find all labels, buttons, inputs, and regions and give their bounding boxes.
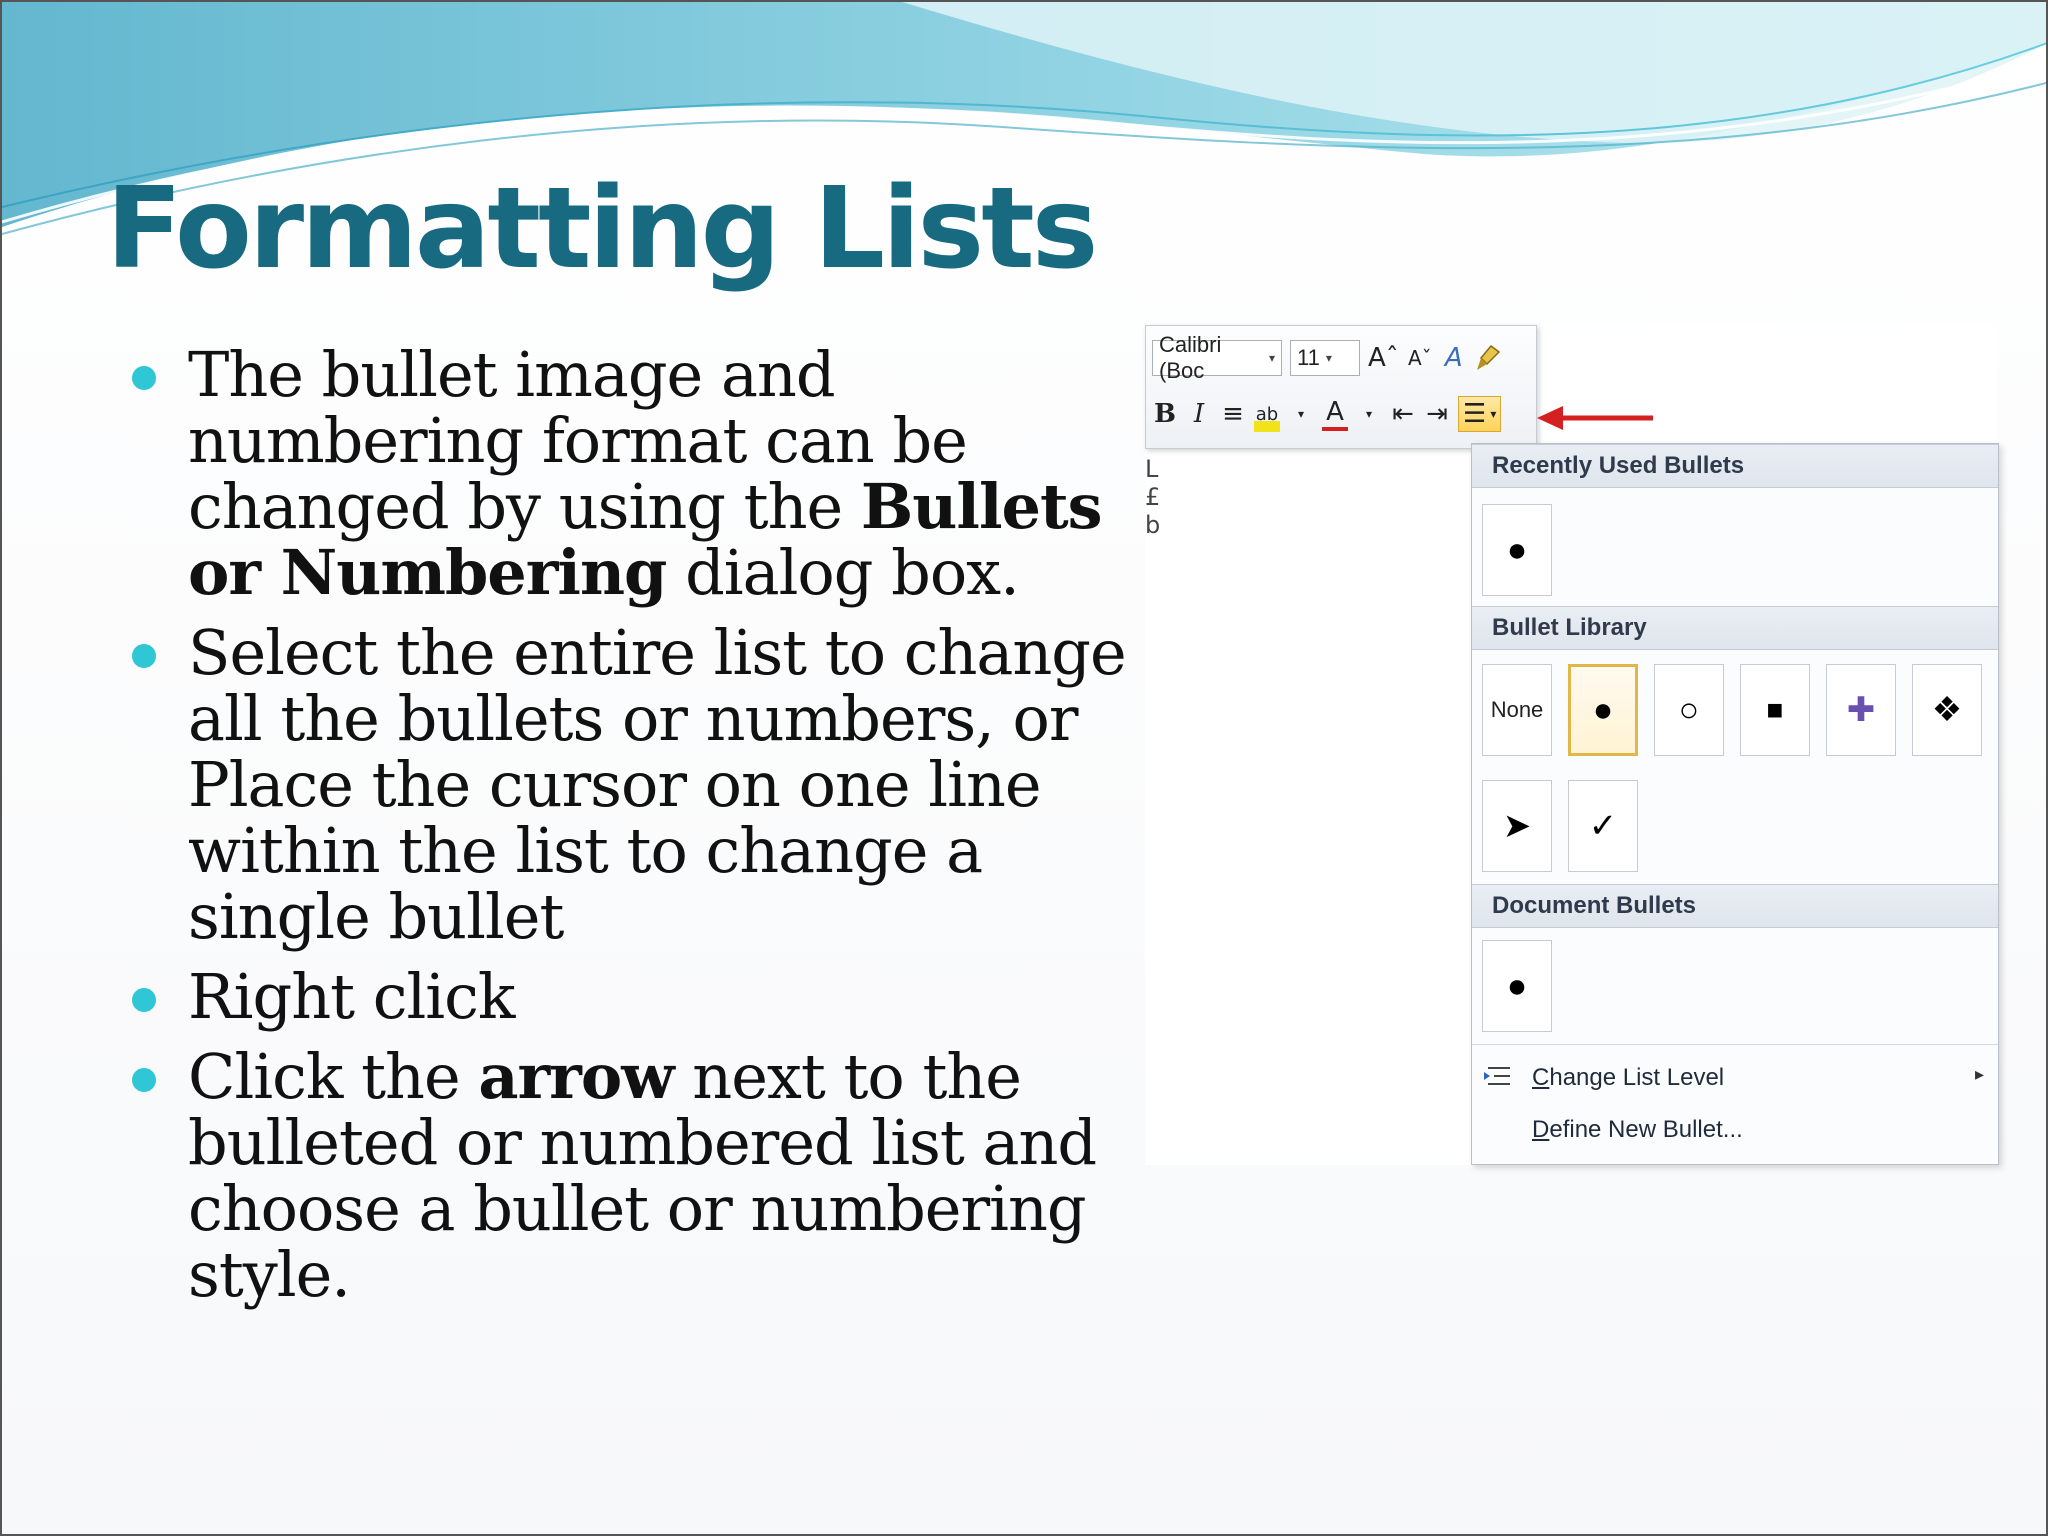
bullet-text: The bullet image and numbering format can be changed by using the [188,338,967,543]
submenu-arrow-icon: ▸ [1974,1064,1984,1085]
bullet-option-none[interactable] [1482,664,1552,756]
embedded-word-screenshot [1145,325,1997,1165]
margin-mark: L [1145,455,1159,483]
bullet-none-label: None [1490,697,1544,722]
menu-divider [1472,1044,1998,1045]
bullet-dot-icon [132,366,156,390]
recent-bullet-disc[interactable]: ● [1482,504,1552,596]
font-name-combo[interactable] [1152,332,1282,383]
font-size-value: 11 [1297,345,1320,370]
menu-item-label: hange List Level [1549,1064,1725,1091]
chevron-down-icon[interactable]: ▾ [1297,407,1305,421]
document-bullets-header: Document Bullets [1472,884,1998,928]
italic-icon[interactable]: I [1193,399,1205,429]
font-color-icon[interactable]: A [1322,397,1348,431]
bullet-text: Click the [188,1040,479,1113]
chevron-down-icon: ▾ [1268,351,1275,365]
bullet-text: Right click [188,960,515,1033]
format-painter-icon[interactable] [1475,340,1501,376]
recent-bullets-header: Recently Used Bullets [1472,444,1998,488]
red-pointer-arrow-icon [1535,403,1655,433]
margin-mark: b [1145,511,1161,539]
bullet-bold-text: Bullets or Numbering [188,470,1102,609]
document-margin-marks [1145,455,1160,539]
bullet-dot-icon [132,1068,156,1092]
bullet-bold-text: arrow [478,1040,674,1113]
mini-toolbar-row-2 [1152,390,1501,438]
bullet-library-header: Bullet Library [1472,606,1998,650]
bullet-item [132,1040,1142,1311]
shrink-font-icon[interactable]: Aˇ [1407,346,1432,370]
bullets-icon: ☰ [1463,399,1487,429]
bullet-option-square[interactable]: ■ [1740,664,1810,756]
menu-item-label: efine New Bullet... [1549,1116,1743,1143]
bullet-dot-icon [132,644,156,668]
decrease-indent-icon[interactable]: ⇤ [1392,399,1414,429]
margin-mark: £ [1145,483,1161,511]
highlight-icon[interactable]: ab [1254,396,1280,432]
document-bullet-disc[interactable]: ● [1482,940,1552,1032]
bullet-text: Select the entire list to change all the bullets or numbers, or Place the cursor on one line within the list to change a single bullet [188,616,1126,953]
mini-toolbar-row-1 [1152,334,1501,382]
bullet-option-circle[interactable]: ○ [1654,664,1724,756]
center-align-icon[interactable]: ≡ [1222,399,1244,429]
bullet-option-arrow[interactable]: ➤ [1482,780,1552,872]
bullet-item [132,616,1142,953]
bullet-dropdown-menu [1471,443,1999,1165]
bullet-text: dialog box. [666,536,1019,609]
bullet-item [132,338,1142,609]
bullet-dot-icon [132,988,156,1012]
menu-access-key: C [1532,1064,1550,1091]
mini-toolbar [1145,325,1537,449]
define-new-bullet-item[interactable] [1532,1116,1743,1144]
text-effects-icon[interactable]: A [1444,343,1463,373]
bullet-text: next to the bulleted or numbered list and choose a bullet or numbering style. [188,1040,1097,1311]
font-name-value: Calibri (Boc [1159,332,1222,383]
bullet-option-star[interactable]: ✚ [1826,664,1896,756]
bullet-item [132,960,1142,1033]
bullets-button[interactable] [1458,396,1501,432]
menu-access-key: D [1532,1116,1550,1143]
bullet-list [132,338,1142,1322]
bullet-option-checkmark[interactable]: ✓ [1568,780,1638,872]
bullet-option-disc[interactable]: ● [1568,664,1638,756]
chevron-down-icon: ▾ [1490,407,1497,421]
change-list-level-item[interactable] [1532,1064,1724,1092]
increase-indent-icon[interactable]: ⇥ [1426,399,1448,429]
grow-font-icon[interactable]: Aˆ [1368,343,1399,373]
chevron-down-icon: ▾ [1325,351,1332,365]
bold-icon[interactable]: B [1154,399,1176,429]
font-size-combo[interactable] [1290,340,1360,376]
change-list-level-icon [1482,1062,1512,1092]
chevron-down-icon[interactable]: ▾ [1365,407,1373,421]
bullet-option-diamond[interactable]: ❖ [1912,664,1982,756]
slide-title: Formatting Lists [106,164,1096,294]
